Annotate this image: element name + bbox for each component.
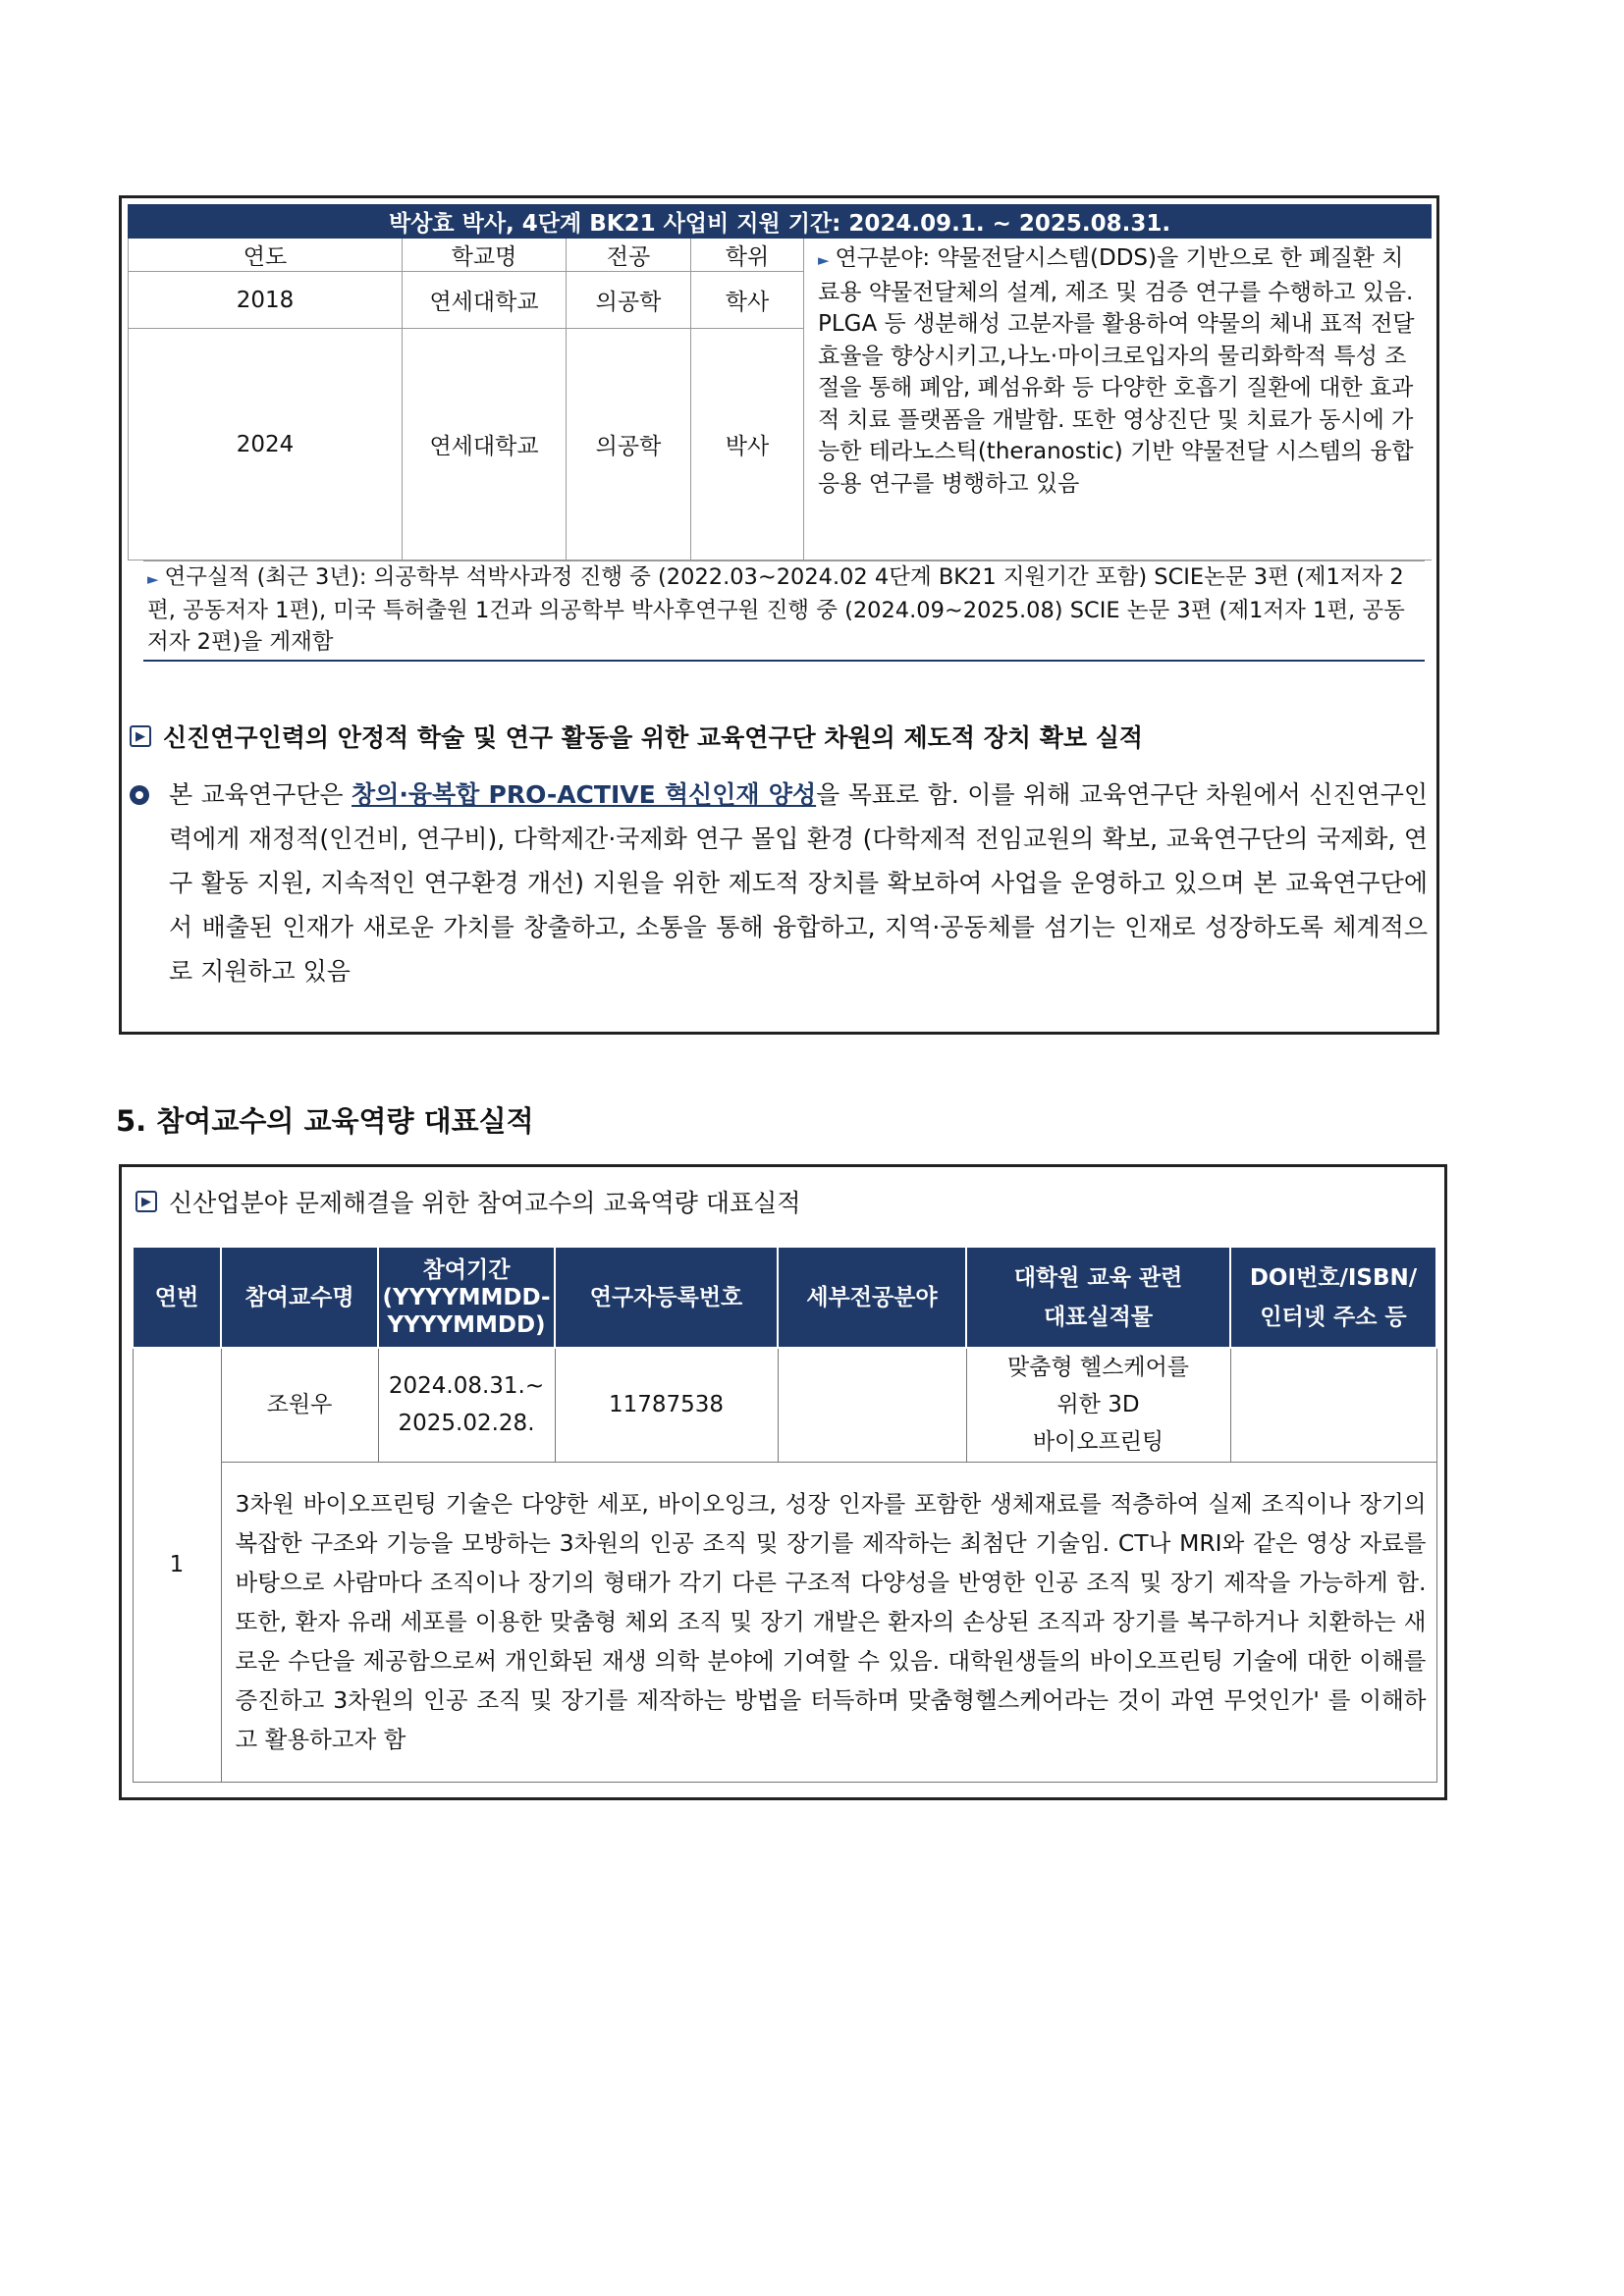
row-school: 연세대학교 xyxy=(403,272,567,329)
header-doi-line1: DOI번호/ISBN/ xyxy=(1249,1264,1418,1291)
researcher-profile-box xyxy=(119,195,1439,1035)
section-heading-education xyxy=(135,1184,801,1219)
header-field: 세부전공분야 xyxy=(778,1247,966,1348)
header-period-line3: YYYYMMDD) xyxy=(387,1311,546,1338)
research-area-text: 연구분야: 약물전달시스템(DDS)을 기반으로 한 폐질환 치료용 약물전달체의 설계, 제조 및 검증 연구를 수행하고 있음. PLGA 등 생분해성 고분자를 활용하여 약물의 체내 표적 전달 효율을 향상시키고,나노·마이크로입자의 물리화학적 특성 조절을 통해 폐암, 폐섬유화 등 다양한 호흡기 질환에 대한 효과적 치료 플랫폼을 개발함. 또한 영상진단 및 치료가 동시에 가능한 테라노스틱(theranostic) 기반 약물전달 시스템의 융합 응용 연구를 병행하고 있음 xyxy=(818,245,1415,497)
table-header-row xyxy=(133,1247,1436,1348)
row-doi xyxy=(1230,1348,1436,1462)
education-performance-table xyxy=(132,1246,1437,1783)
row-period xyxy=(378,1348,555,1462)
section-heading-institutional xyxy=(130,719,1143,754)
research-performance-text: 연구실적 (최근 3년): 의공학부 석박사과정 진행 중 (2022.03~2024.02 4단계 BK21 지원기간 포함) SCIE논문 3편 (제1저자 2편, 공동저자 1편), 미국 특허출원 1건과 의공학부 박사후연구원 진행 중 (2024.09~2025.08) SCIE 논문 3편 (제1저자 1편, 공동저자 2편)을 게재함 xyxy=(147,564,1405,655)
section-title: 신진연구인력의 안정적 학술 및 연구 활동을 위한 교육연구단 차원의 제도적 장치 확보 실적 xyxy=(163,723,1143,752)
row-degree: 학사 xyxy=(691,272,804,329)
education-performance-box xyxy=(119,1164,1447,1800)
paragraph-body: 을 목표로 함. 이를 위해 교육연구단 차원에서 신진연구인력에게 재정적(인건비, 연구비), 다학제간·국제화 연구 몰입 환경 (다학제적 전임교원의 확보, 교육연구단의 국제화, 연구 활동 지원, 지속적인 연구환경 개선) 지원을 위한 제도적 장치를 확보하여 사업을 운영하고 있으며 본 교육연구단에서 배출된 인재가 새로운 가치를 창출하고, 소통을 통해 융합하고, 지역·공동체를 섬기는 인재로 성장하도록 체계적으로 지원하고 있음 xyxy=(169,780,1428,986)
paragraph-intro: 본 교육연구단은 xyxy=(169,780,352,809)
table-row xyxy=(133,1462,1436,1782)
header-performance xyxy=(966,1247,1230,1348)
row-school: 연세대학교 xyxy=(403,329,567,561)
triangle-bullet-icon: ► xyxy=(147,570,159,588)
header-period-line2: (YYYYMMDD- xyxy=(382,1284,551,1310)
row-period-end: 2025.02.28. xyxy=(398,1411,535,1437)
row-year: 2018 xyxy=(129,272,403,329)
profile-banner: 박상효 박사, 4단계 BK21 사업비 지원 기간: 2024.09.1. ~ 2025.08.31. xyxy=(129,205,1432,239)
research-performance xyxy=(143,561,1425,662)
row-period-start: 2024.08.31.~ xyxy=(388,1373,545,1400)
row-detail-description: 3차원 바이오프린팅 기술은 다양한 세포, 바이오잉크, 성장 인자를 포함한 생체재료를 적층하여 실제 조직이나 장기의 복잡한 구조와 기능을 모방하는 3차원의 인공 조직 및 장기를 제작하는 최첨단 기술임. CT나 MRI와 같은 영상 자료를 바탕으로 사람마다 조직이나 장기의 형태가 각기 다른 구조적 다양성을 반영한 인공 조직 및 장기 제작을 가능하게 함. 또한, 환자 유래 세포를 이용한 맞춤형 체외 조직 및 장기 개발은 환자의 손상된 조직과 장기를 복구하거나 치환하는 새로운 수단을 제공함으로써 개인화된 재생 의학 분야에 기여할 수 있음. 대학원생들의 바이오프린팅 기술에 대한 이해를 증진하고 3차원의 인공 조직 및 장기를 제작하는 방법을 터득하며 맞춤형헬스케어라는 것이 과연 무엇인가' 를 이해하고 활용하고자 함 xyxy=(221,1462,1436,1782)
header-year: 연도 xyxy=(129,239,403,272)
header-doi xyxy=(1230,1247,1436,1348)
row-major: 의공학 xyxy=(567,272,691,329)
header-doi-line2: 인터넷 주소 등 xyxy=(1260,1304,1407,1330)
header-professor: 참여교수명 xyxy=(221,1247,378,1348)
header-degree: 학위 xyxy=(691,239,804,272)
section-title: 신산업분야 문제해결을 위한 참여교수의 교육역량 대표실적 xyxy=(169,1189,801,1217)
page-heading: 5. 참여교수의 교육역량 대표실적 xyxy=(116,1104,534,1138)
research-area-cell xyxy=(804,239,1432,561)
highlight-goal: 창의·융복합 PRO-ACTIVE 혁신인재 양성 xyxy=(352,780,817,809)
arrow-box-icon: ▶ xyxy=(130,725,151,747)
header-no: 연번 xyxy=(133,1247,221,1348)
header-registration: 연구자등록번호 xyxy=(555,1247,778,1348)
header-period xyxy=(378,1247,555,1348)
arrow-box-icon: ▶ xyxy=(135,1191,157,1212)
row-degree: 박사 xyxy=(691,329,804,561)
researcher-profile-table xyxy=(128,204,1432,561)
table-row xyxy=(133,1348,1436,1462)
header-performance-line2: 대표실적물 xyxy=(1043,1304,1154,1330)
header-performance-line1: 대학원 교육 관련 xyxy=(1013,1264,1183,1291)
row-major: 의공학 xyxy=(567,329,691,561)
row-performance xyxy=(966,1348,1230,1462)
triangle-bullet-icon: ► xyxy=(818,251,830,269)
row-professor: 조원우 xyxy=(221,1348,378,1462)
row-performance-line2: 위한 3D xyxy=(1056,1392,1140,1418)
header-school: 학교명 xyxy=(403,239,567,272)
institutional-paragraph xyxy=(169,773,1428,993)
row-no: 1 xyxy=(133,1348,221,1782)
row-performance-line1: 맞춤형 헬스케어를 xyxy=(1006,1355,1190,1381)
header-major: 전공 xyxy=(567,239,691,272)
header-period-line1: 참여기간 xyxy=(422,1256,511,1283)
row-performance-line3: 바이오프린팅 xyxy=(1032,1429,1164,1456)
circle-bullet-icon xyxy=(130,785,149,805)
row-registration: 11787538 xyxy=(555,1348,778,1462)
row-year: 2024 xyxy=(129,329,403,561)
row-field xyxy=(778,1348,966,1462)
